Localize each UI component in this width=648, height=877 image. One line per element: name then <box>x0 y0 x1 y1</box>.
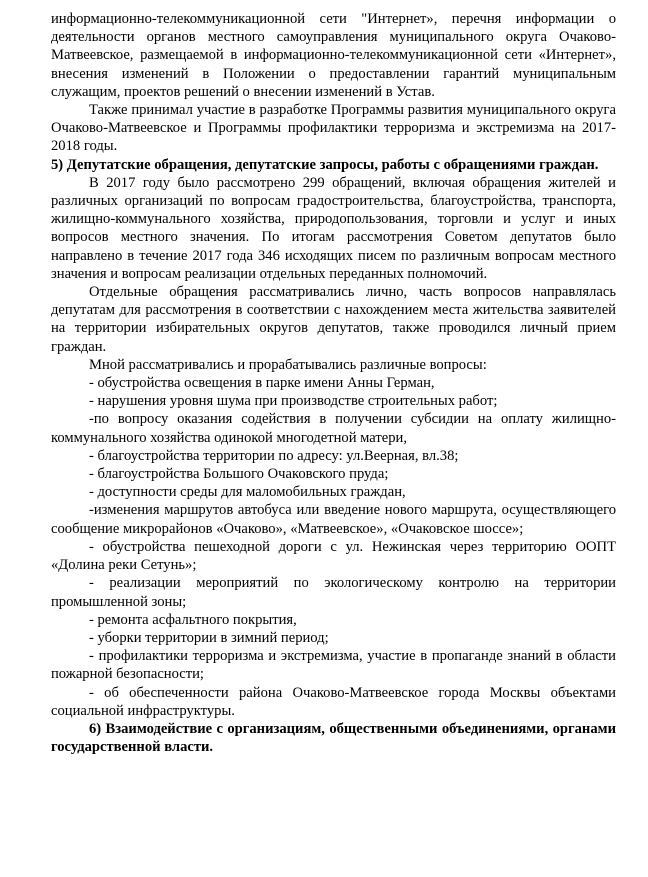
paragraph-programs: Также принимал участие в разработке Программы развития муниципального округа Очаково-Матвеевское и Программы профилактики терроризма и экстремизма на 2017-2018 годы. <box>51 102 616 155</box>
list-item: -изменения маршрутов автобуса или введение нового маршрута, осуществляющего сообщение микрорайонов «Очаково», «Матвеевское», «Очаковское шоссе»; <box>51 502 616 537</box>
list-item: - профилактики терроризма и экстремизма, участие в пропаганде знаний в области пожарной безопасности; <box>51 648 616 683</box>
list-item: - благоустройства территории по адресу: ул.Веерная, вл.38; <box>89 447 459 464</box>
list-item: -по вопросу оказания содействия в получении субсидии на оплату жилищно-коммунального хозяйства одинокой многодетной матери, <box>51 411 616 446</box>
list-item: - обустройства пешеходной дороги с ул. Нежинская через территорию ООПТ «Долина реки Сетунь»; <box>51 538 616 574</box>
paragraph-personal-reception: Отдельные обращения рассматривались лично, часть вопросов направлялась депутатам для рассмотрения в соответствии с нахождением места жительства заявителей на территории избирательных округов депутатов, также проводился личный прием граждан. <box>51 284 616 355</box>
paragraph-continuation: информационно-телекоммуникационной сети "Интернет», перечня информации о деятельности органов местного самоуправления муниципального округа Очаково-Матвеевское, размещаемой в информационно-телекоммуникационной сети «Интернет», внесения изменений в Положении о предоставлении гарантий муниципальным служащим, проектов решений о внесении изменений в Устав. <box>51 11 616 100</box>
paragraph-appeals-2017: В 2017 году было рассмотрено 299 обращений, включая обращения жителей и различных организаций по вопросам градостроительства, благоустройства, транспорта, жилищно-коммунального хозяйства, природопользования, торговли и услуг и иных вопросов местного значения. По итогам рассмотрения Советом депутатов было направлено в течение 2017 года 346 исходящих писем по различным вопросам местного значения и вопросам реализации отдельных переданных полномочий. <box>51 174 616 282</box>
list-intro: Мной рассматривались и прорабатывались различные вопросы: <box>89 356 487 373</box>
list-item: - доступности среды для маломобильных граждан, <box>89 484 406 501</box>
section-heading-5: 5) Депутатские обращения, депутатские запросы, работы с обращениями граждан. <box>51 156 599 173</box>
list-item: - обустройства освещения в парке имени Анны Герман, <box>89 375 435 392</box>
list-item: - благоустройства Большого Очаковского пруда; <box>89 466 389 483</box>
list-item: - уборки территории в зимний период; <box>89 629 329 646</box>
list-item: - ремонта асфальтного покрытия, <box>89 611 297 628</box>
list-item: - реализации мероприятий по экологическому контролю на территории промышленной зоны; <box>51 575 616 610</box>
section-heading-6: 6) Взаимодействие с организациям, общественными объединениями, органами государственной власти. <box>51 720 616 756</box>
list-item: - об обеспеченности района Очаково-Матвеевское города Москвы объектами социальной инфраструктуры. <box>51 684 616 719</box>
list-item: - нарушения уровня шума при производстве строительных работ; <box>89 393 498 410</box>
